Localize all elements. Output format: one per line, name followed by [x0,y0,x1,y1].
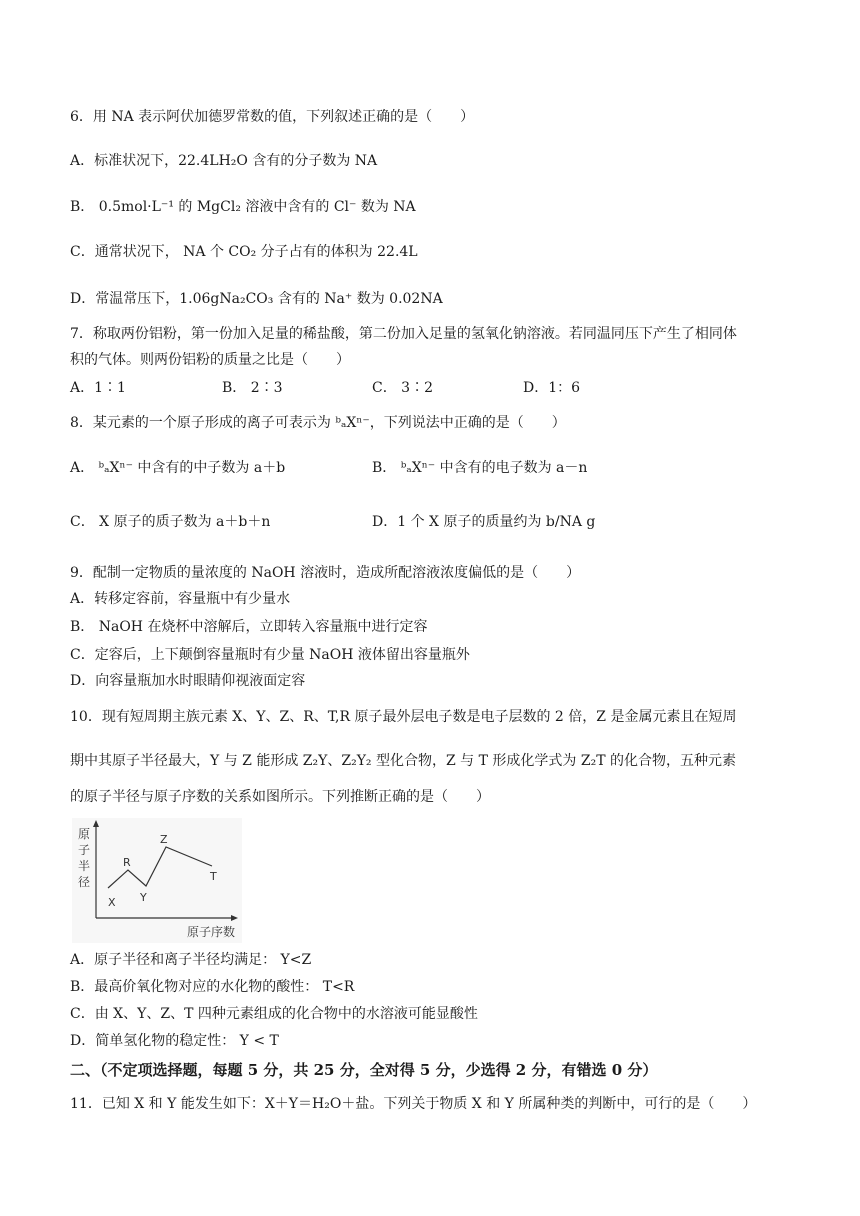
q6-option-d: D．常温常压下，1.06gNa₂CO₃ 含有的 Na⁺ 数为 0.02NA [70,291,443,307]
figure-ylabel-1: 原 [78,827,91,841]
q8-option-b: B． ᵇₐXⁿ⁻ 中含有的电子数为 a－n [372,460,588,476]
q9-stem: 9．配制一定物质的量浓度的 NaOH 溶液时，造成所配溶液浓度偏低的是（ ） [70,565,581,581]
q11-stem: 11．已知 X 和 Y 能发生如下：X＋Y＝H₂O＋盐。下列关于物质 X 和 Y 所属种类的判断中，可行的是（ ） [70,1096,757,1112]
q6-option-a: A．标准状况下，22.4LH₂O 含有的分子数为 NA [70,153,378,169]
q8-option-d: D．1 个 X 原子的质量约为 b/NA g [372,514,596,530]
q9-option-c: C．定容后，上下颠倒容量瓶时有少量 NaOH 液体留出容量瓶外 [70,647,470,663]
q7-option-d: D．1：6 [523,380,581,396]
q10-option-d: D．简单氢化物的稳定性： Y < T [70,1033,279,1049]
figure-ylabel-2: 子 [78,843,91,857]
q8-option-c: C． X 原子的质子数为 a＋b＋n [70,514,271,530]
q7-option-b: B． 2∶3 [222,380,283,396]
q7-option-c: C． 3∶2 [372,380,433,396]
q9-option-a: A．转移定容前，容量瓶中有少量水 [70,591,291,607]
q10-stem-line3: 的原子半径与原子序数的关系如图所示。下列推断正确的是（ ） [70,789,490,805]
point-label-x: X [108,896,116,909]
q9-option-d: D．向容量瓶加水时眼睛仰视液面定容 [70,673,306,689]
point-label-t: T [210,870,217,883]
q10-option-c: C．由 X、Y、Z、T 四种元素组成的化合物中的水溶液可能显酸性 [70,1006,478,1022]
point-label-y: Y [140,891,147,904]
q7-stem-line1: 7．称取两份铝粉，第一份加入足量的稀盐酸，第二份加入足量的氢氧化钠溶液。若同温同压下产生了相同体 [70,326,737,342]
figure-xlabel: 原子序数 [187,925,236,939]
point-label-r: R [123,856,131,869]
radius-vs-atomic-number-figure [72,818,242,943]
section-two-heading: 二、（不定项选择题，每题 5 分，共 25 分，全对得 5 分，少选得 2 分，有错选 0 分） [70,1061,658,1079]
q7-option-a: A．1∶1 [70,380,126,396]
q6-stem: 6．用 NA 表示阿伏加德罗常数的值，下列叙述正确的是（ ） [70,109,475,125]
q9-option-b: B． NaOH 在烧杯中溶解后，立即转入容量瓶中进行定容 [70,619,428,635]
figure-ylabel-4: 径 [78,875,91,889]
q8-option-a: A． ᵇₐXⁿ⁻ 中含有的中子数为 a＋b [70,460,286,476]
q8-stem: 8．某元素的一个原子形成的离子可表示为 ᵇₐXⁿ⁻，下列说法中正确的是（ ） [70,415,566,431]
q6-option-b: B． 0.5mol·L⁻¹ 的 MgCl₂ 溶液中含有的 Cl⁻ 数为 NA [70,199,416,215]
q10-stem-line1: 10．现有短周期主族元素 X、Y、Z、R、T,R 原子最外层电子数是电子层数的 2 倍，Z 是金属元素且在短周 [70,709,737,725]
figure-ylabel-3: 半 [78,859,91,873]
q10-option-b: B．最高价氧化物对应的水化物的酸性： T<R [70,979,355,995]
point-label-z: Z [160,833,168,846]
q6-option-c: C．通常状况下， NA 个 CO₂ 分子占有的体积为 22.4L [70,244,418,260]
q7-stem-line2: 积的气体。则两份铝粉的质量之比是（ ） [70,352,350,368]
q10-option-a: A．原子半径和离子半径均满足： Y<Z [70,952,312,968]
q10-stem-line2: 期中其原子半径最大，Y 与 Z 能形成 Z₂Y、Z₂Y₂ 型化合物，Z 与 T 形成化学式为 Z₂T 的化合物，五种元素 [70,753,736,769]
